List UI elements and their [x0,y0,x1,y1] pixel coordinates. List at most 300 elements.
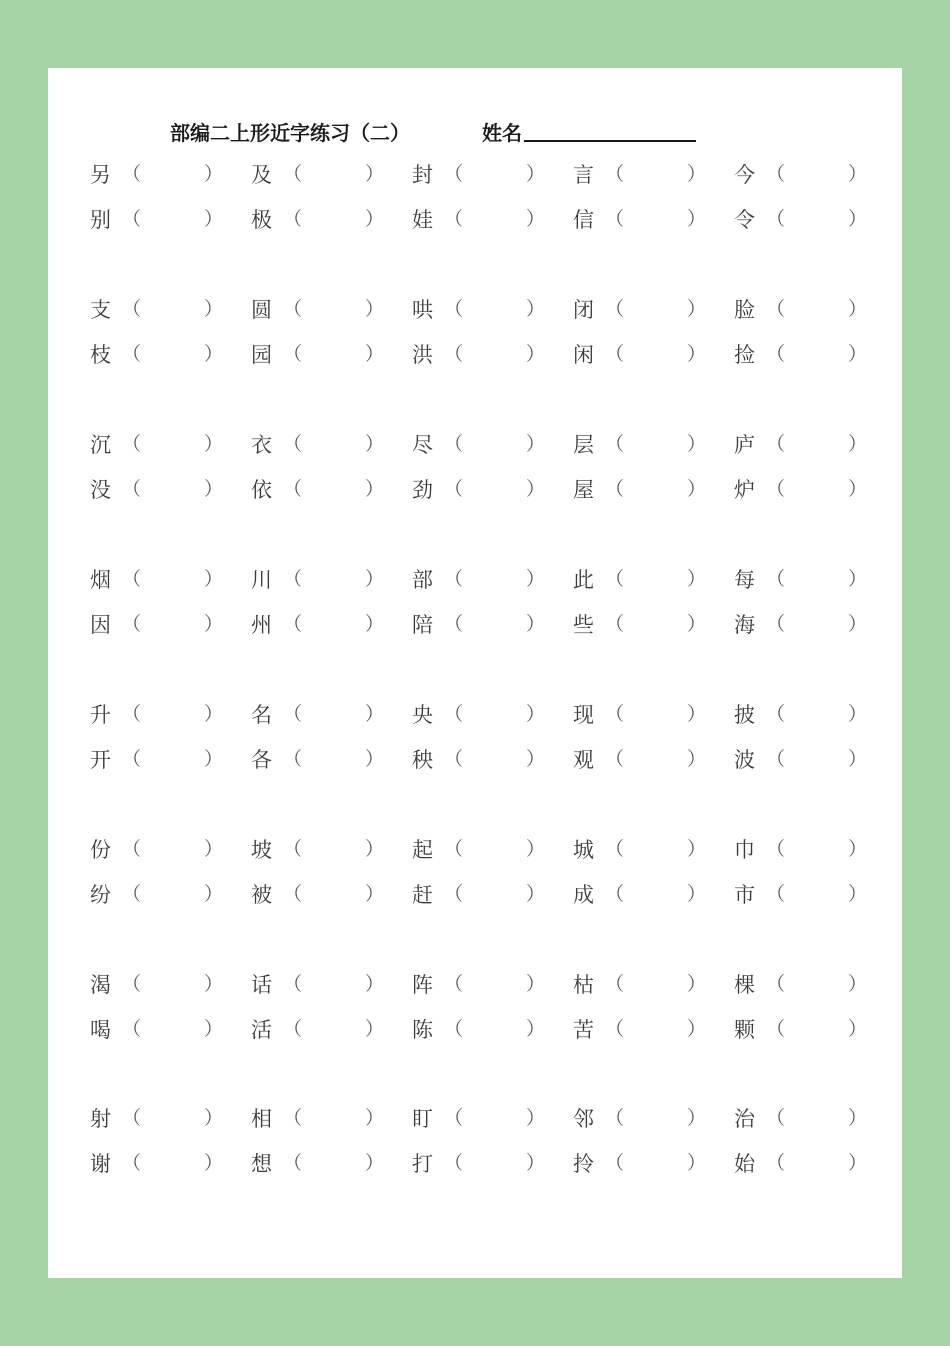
answer-open-paren[interactable]: （ [122,883,142,905]
answer-close-paren[interactable]: ） [848,208,868,230]
answer-close-paren[interactable]: ） [526,208,546,230]
exercise-item [251,430,401,460]
exercise-item [412,610,562,640]
answer-close-paren[interactable]: ） [365,703,385,725]
answer-open-paren[interactable]: （ [122,1107,142,1129]
answer-close-paren[interactable]: ） [848,298,868,320]
answer-open-paren[interactable]: （ [605,748,625,770]
answer-close-paren[interactable]: ） [687,1018,707,1040]
answer-close-paren[interactable]: ） [687,298,707,320]
exercise-character: 想 [251,1152,272,1176]
name-label: 姓名 [482,121,522,145]
answer-open-paren[interactable]: （ [605,433,625,455]
exercise-item [251,340,401,370]
answer-open-paren[interactable]: （ [605,1152,625,1174]
exercise-character: 邻 [573,1107,594,1131]
exercise-row [0,430,950,460]
answer-close-paren[interactable]: ） [526,838,546,860]
exercise-item [251,295,401,325]
exercise-character: 现 [573,703,594,727]
answer-close-paren[interactable]: ） [848,343,868,365]
exercise-item [251,1104,401,1134]
answer-close-paren[interactable]: ） [687,838,707,860]
exercise-item [251,970,401,1000]
answer-open-paren[interactable]: （ [766,163,786,185]
answer-open-paren[interactable]: （ [766,208,786,230]
answer-close-paren[interactable]: ） [365,163,385,185]
exercise-item [412,745,562,775]
exercise-item [90,835,240,865]
answer-open-paren[interactable]: （ [283,433,303,455]
exercise-item [573,1015,723,1045]
answer-open-paren[interactable]: （ [122,703,142,725]
answer-close-paren[interactable]: ） [687,973,707,995]
answer-close-paren[interactable]: ） [204,838,224,860]
exercise-item [734,880,884,910]
answer-open-paren[interactable]: （ [766,298,786,320]
answer-open-paren[interactable]: （ [283,208,303,230]
answer-close-paren[interactable]: ） [526,568,546,590]
exercise-character: 苦 [573,1018,594,1042]
answer-open-paren[interactable]: （ [766,748,786,770]
answer-open-paren[interactable]: （ [444,298,464,320]
answer-close-paren[interactable]: ） [687,208,707,230]
answer-close-paren[interactable]: ） [526,1018,546,1040]
answer-open-paren[interactable]: （ [766,1107,786,1129]
exercise-character: 衣 [251,433,272,457]
exercise-character: 观 [573,748,594,772]
exercise-character: 赶 [412,883,433,907]
answer-open-paren[interactable]: （ [283,478,303,500]
exercise-item [412,160,562,190]
answer-close-paren[interactable]: ） [365,748,385,770]
answer-open-paren[interactable]: （ [122,478,142,500]
answer-open-paren[interactable]: （ [283,613,303,635]
answer-close-paren[interactable]: ） [687,568,707,590]
answer-open-paren[interactable]: （ [283,838,303,860]
answer-close-paren[interactable]: ） [848,613,868,635]
exercise-character: 别 [90,208,111,232]
answer-close-paren[interactable]: ） [687,703,707,725]
exercise-item [90,1015,240,1045]
answer-close-paren[interactable]: ） [526,163,546,185]
exercise-item [734,1149,884,1179]
exercise-item [734,475,884,505]
answer-close-paren[interactable]: ） [365,883,385,905]
exercise-character: 央 [412,703,433,727]
answer-open-paren[interactable]: （ [444,343,464,365]
exercise-item [573,610,723,640]
exercise-item [734,835,884,865]
exercise-row [0,610,950,640]
answer-open-paren[interactable]: （ [766,1152,786,1174]
answer-open-paren[interactable]: （ [766,568,786,590]
exercise-item [90,295,240,325]
exercise-item [573,475,723,505]
answer-open-paren[interactable]: （ [444,613,464,635]
exercise-character: 枝 [90,343,111,367]
answer-open-paren[interactable]: （ [444,883,464,905]
answer-open-paren[interactable]: （ [766,973,786,995]
exercise-character: 极 [251,208,272,232]
answer-close-paren[interactable]: ） [848,748,868,770]
exercise-row [0,1149,950,1179]
exercise-item [251,1149,401,1179]
exercise-item [251,610,401,640]
exercise-item [90,880,240,910]
answer-close-paren[interactable]: ） [687,613,707,635]
exercise-item [573,160,723,190]
answer-close-paren[interactable]: ） [526,298,546,320]
answer-close-paren[interactable]: ） [687,478,707,500]
answer-open-paren[interactable]: （ [444,568,464,590]
exercise-item [90,205,240,235]
answer-open-paren[interactable]: （ [283,973,303,995]
exercise-item [251,205,401,235]
answer-close-paren[interactable]: ） [526,343,546,365]
exercise-character: 陈 [412,1018,433,1042]
answer-open-paren[interactable]: （ [122,1018,142,1040]
answer-open-paren[interactable]: （ [122,838,142,860]
answer-close-paren[interactable]: ） [204,748,224,770]
exercise-character: 令 [734,208,755,232]
exercise-character: 坡 [251,838,272,862]
answer-close-paren[interactable]: ） [687,343,707,365]
exercise-character: 始 [734,1152,755,1176]
exercise-item [573,1104,723,1134]
exercise-character: 烟 [90,568,111,592]
answer-open-paren[interactable]: （ [283,163,303,185]
exercise-character: 炉 [734,478,755,502]
answer-close-paren[interactable]: ） [526,478,546,500]
answer-close-paren[interactable]: ） [365,343,385,365]
answer-open-paren[interactable]: （ [605,613,625,635]
exercise-item [734,340,884,370]
exercise-character: 庐 [734,433,755,457]
answer-close-paren[interactable]: ） [526,1152,546,1174]
exercise-character: 喝 [90,1018,111,1042]
answer-open-paren[interactable]: （ [444,433,464,455]
exercise-item [90,1104,240,1134]
answer-close-paren[interactable]: ） [687,748,707,770]
answer-open-paren[interactable]: （ [444,1107,464,1129]
answer-close-paren[interactable]: ） [204,703,224,725]
exercise-item [251,745,401,775]
exercise-character: 今 [734,163,755,187]
answer-open-paren[interactable]: （ [605,478,625,500]
exercise-item [573,1149,723,1179]
answer-open-paren[interactable]: （ [122,433,142,455]
exercise-row [0,340,950,370]
answer-close-paren[interactable]: ） [848,1018,868,1040]
exercise-item [412,565,562,595]
answer-close-paren[interactable]: ） [204,1107,224,1129]
answer-close-paren[interactable]: ） [687,433,707,455]
answer-open-paren[interactable]: （ [444,838,464,860]
exercise-item [251,1015,401,1045]
exercise-item [412,835,562,865]
worksheet-header [170,116,696,146]
answer-close-paren[interactable]: ） [687,163,707,185]
answer-close-paren[interactable]: ） [204,208,224,230]
answer-close-paren[interactable]: ） [204,1018,224,1040]
exercise-row [0,205,950,235]
worksheet-title: 部编二上形近字练习（二） [170,121,410,145]
exercise-row [0,970,950,1000]
exercise-item [90,610,240,640]
answer-close-paren[interactable]: ） [526,433,546,455]
answer-open-paren[interactable]: （ [766,703,786,725]
answer-close-paren[interactable]: ） [848,1152,868,1174]
answer-open-paren[interactable]: （ [122,613,142,635]
answer-open-paren[interactable]: （ [766,433,786,455]
answer-close-paren[interactable]: ） [848,433,868,455]
exercise-row [0,1015,950,1045]
exercise-item [573,700,723,730]
exercise-character: 闲 [573,343,594,367]
answer-open-paren[interactable]: （ [605,883,625,905]
answer-close-paren[interactable]: ） [365,478,385,500]
exercise-item [251,475,401,505]
exercise-item [573,565,723,595]
exercise-character: 脸 [734,298,755,322]
exercise-character: 言 [573,163,594,187]
exercise-item [90,745,240,775]
answer-close-paren[interactable]: ） [204,343,224,365]
exercise-item [251,160,401,190]
answer-close-paren[interactable]: ） [526,973,546,995]
answer-open-paren[interactable]: （ [444,1152,464,1174]
answer-open-paren[interactable]: （ [283,748,303,770]
answer-close-paren[interactable]: ） [204,163,224,185]
answer-close-paren[interactable]: ） [204,478,224,500]
exercise-character: 封 [412,163,433,187]
exercise-character: 渴 [90,973,111,997]
answer-open-paren[interactable]: （ [444,973,464,995]
answer-open-paren[interactable]: （ [122,748,142,770]
exercise-character: 每 [734,568,755,592]
exercise-item [412,205,562,235]
answer-open-paren[interactable]: （ [605,208,625,230]
answer-open-paren[interactable]: （ [122,973,142,995]
answer-open-paren[interactable]: （ [766,838,786,860]
exercise-character: 拎 [573,1152,594,1176]
answer-open-paren[interactable]: （ [283,568,303,590]
answer-close-paren[interactable]: ） [365,838,385,860]
answer-close-paren[interactable]: ） [687,1152,707,1174]
exercise-item [251,700,401,730]
answer-open-paren[interactable]: （ [605,163,625,185]
exercise-item [251,565,401,595]
answer-close-paren[interactable]: ） [687,1107,707,1129]
exercise-character: 另 [90,163,111,187]
answer-close-paren[interactable]: ） [365,1018,385,1040]
answer-close-paren[interactable]: ） [365,973,385,995]
answer-open-paren[interactable]: （ [766,343,786,365]
answer-close-paren[interactable]: ） [687,883,707,905]
answer-open-paren[interactable]: （ [605,298,625,320]
answer-open-paren[interactable]: （ [122,298,142,320]
answer-close-paren[interactable]: ） [365,568,385,590]
exercise-item [573,835,723,865]
exercise-character: 川 [251,568,272,592]
answer-open-paren[interactable]: （ [122,163,142,185]
answer-open-paren[interactable]: （ [444,703,464,725]
exercise-character: 屋 [573,478,594,502]
answer-close-paren[interactable]: ） [526,1107,546,1129]
answer-open-paren[interactable]: （ [766,478,786,500]
answer-close-paren[interactable]: ） [204,613,224,635]
exercise-character: 纷 [90,883,111,907]
answer-close-paren[interactable]: ） [204,883,224,905]
exercise-character: 市 [734,883,755,907]
answer-open-paren[interactable]: （ [283,1107,303,1129]
answer-close-paren[interactable]: ） [848,163,868,185]
exercise-item [90,340,240,370]
answer-close-paren[interactable]: ） [848,1107,868,1129]
answer-open-paren[interactable]: （ [283,703,303,725]
exercise-item [573,205,723,235]
answer-open-paren[interactable]: （ [283,1018,303,1040]
exercise-row [0,700,950,730]
answer-close-paren[interactable]: ） [365,433,385,455]
answer-open-paren[interactable]: （ [444,163,464,185]
answer-open-paren[interactable]: （ [605,973,625,995]
answer-close-paren[interactable]: ） [526,748,546,770]
exercise-character: 尽 [412,433,433,457]
answer-open-paren[interactable]: （ [283,298,303,320]
exercise-character: 巾 [734,838,755,862]
answer-open-paren[interactable]: （ [283,1152,303,1174]
answer-open-paren[interactable]: （ [283,343,303,365]
exercise-item [412,295,562,325]
answer-open-paren[interactable]: （ [605,838,625,860]
answer-close-paren[interactable]: ） [848,838,868,860]
answer-open-paren[interactable]: （ [766,613,786,635]
exercise-character: 被 [251,883,272,907]
answer-open-paren[interactable]: （ [122,1152,142,1174]
answer-open-paren[interactable]: （ [122,568,142,590]
exercise-item [90,565,240,595]
answer-open-paren[interactable]: （ [122,343,142,365]
answer-close-paren[interactable]: ） [365,613,385,635]
exercise-character: 相 [251,1107,272,1131]
exercise-character: 此 [573,568,594,592]
exercise-item [734,205,884,235]
answer-close-paren[interactable]: ） [365,1107,385,1129]
exercise-item [412,1149,562,1179]
name-blank-line[interactable] [524,140,696,142]
exercise-item [412,475,562,505]
exercise-character: 及 [251,163,272,187]
exercise-character: 射 [90,1107,111,1131]
answer-open-paren[interactable]: （ [444,208,464,230]
answer-close-paren[interactable]: ） [848,568,868,590]
answer-close-paren[interactable]: ） [848,883,868,905]
exercise-row [0,565,950,595]
answer-close-paren[interactable]: ） [526,703,546,725]
answer-open-paren[interactable]: （ [605,568,625,590]
answer-close-paren[interactable]: ） [204,973,224,995]
answer-close-paren[interactable]: ） [365,1152,385,1174]
exercise-item [412,340,562,370]
answer-open-paren[interactable]: （ [122,208,142,230]
exercise-item [734,970,884,1000]
exercise-row [0,295,950,325]
exercise-character: 开 [90,748,111,772]
answer-close-paren[interactable]: ） [526,613,546,635]
answer-close-paren[interactable]: ） [204,1152,224,1174]
exercise-character: 颗 [734,1018,755,1042]
answer-open-paren[interactable]: （ [444,478,464,500]
answer-open-paren[interactable]: （ [283,883,303,905]
exercise-item [573,295,723,325]
exercise-character: 些 [573,613,594,637]
exercise-row [0,880,950,910]
exercise-character: 州 [251,613,272,637]
answer-close-paren[interactable]: ） [365,298,385,320]
answer-close-paren[interactable]: ） [365,208,385,230]
exercise-item [734,295,884,325]
exercise-row [0,1104,950,1134]
exercise-row [0,160,950,190]
exercise-character: 秧 [412,748,433,772]
answer-open-paren[interactable]: （ [605,343,625,365]
exercise-character: 娃 [412,208,433,232]
answer-open-paren[interactable]: （ [444,1018,464,1040]
answer-open-paren[interactable]: （ [605,1018,625,1040]
exercise-character: 治 [734,1107,755,1131]
exercise-item [573,745,723,775]
exercise-item [734,1015,884,1045]
answer-open-paren[interactable]: （ [444,748,464,770]
exercise-character: 起 [412,838,433,862]
exercise-item [90,1149,240,1179]
exercise-character: 份 [90,838,111,862]
answer-close-paren[interactable]: ） [848,703,868,725]
exercise-character: 阵 [412,973,433,997]
exercise-item [412,880,562,910]
exercise-item [734,160,884,190]
exercise-item [412,700,562,730]
exercise-character: 劲 [412,478,433,502]
answer-close-paren[interactable]: ） [848,478,868,500]
answer-open-paren[interactable]: （ [605,703,625,725]
answer-close-paren[interactable]: ） [526,883,546,905]
exercise-character: 哄 [412,298,433,322]
exercise-character: 波 [734,748,755,772]
answer-close-paren[interactable]: ） [204,568,224,590]
exercise-row [0,475,950,505]
exercise-character: 陪 [412,613,433,637]
exercise-character: 没 [90,478,111,502]
exercise-item [412,1104,562,1134]
exercise-character: 支 [90,298,111,322]
answer-close-paren[interactable]: ） [204,433,224,455]
answer-close-paren[interactable]: ） [204,298,224,320]
exercise-character: 海 [734,613,755,637]
exercise-character: 城 [573,838,594,862]
answer-open-paren[interactable]: （ [605,1107,625,1129]
answer-open-paren[interactable]: （ [766,1018,786,1040]
exercise-character: 层 [573,433,594,457]
answer-close-paren[interactable]: ） [848,973,868,995]
answer-open-paren[interactable]: （ [766,883,786,905]
exercise-character: 成 [573,883,594,907]
exercise-character: 依 [251,478,272,502]
exercise-item [573,970,723,1000]
exercise-item [573,430,723,460]
